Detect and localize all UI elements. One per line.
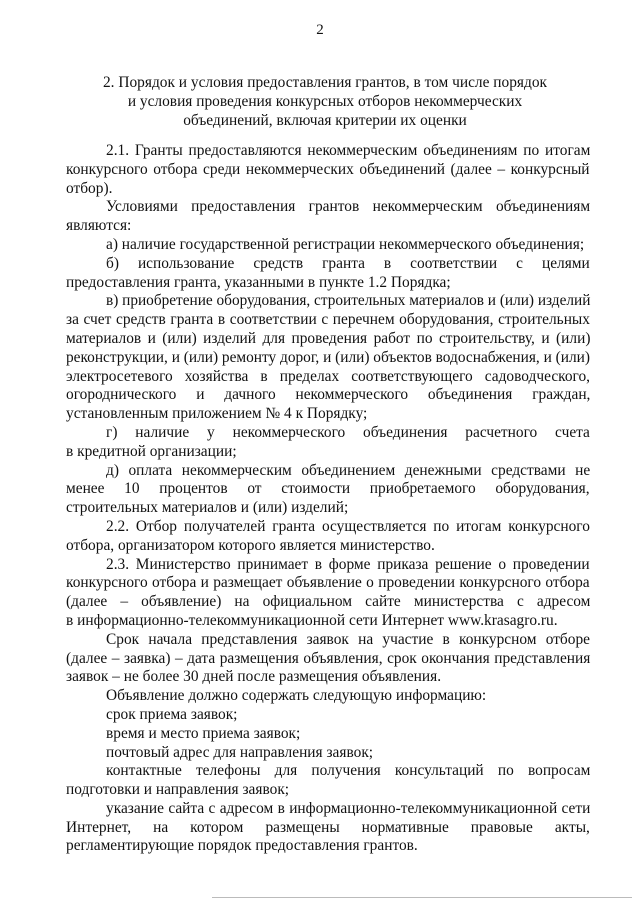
text-line: в кредитной организации; xyxy=(66,442,237,460)
text-line: 2.2. Отбор получателей гранта осуществляется по итогам конкурсного xyxy=(106,517,590,535)
text-line-content: 2.1. Гранты предоставляются некоммерческим объединениям по итогам xyxy=(106,142,591,159)
text-line: за счет средств гранта в соответствии с перечнем оборудования, строительных xyxy=(66,311,590,329)
text-line: отбора, организатором которого является министерство. xyxy=(66,536,435,554)
text-line: конкурсного отбора и размещает объявление о проведении конкурсного отбора xyxy=(66,574,590,592)
text-line: (далее – объявление) на официальном сайте министерства с адресом xyxy=(66,593,591,611)
document-body xyxy=(66,142,590,856)
heading-line: 2. Порядок и условия предоставления грантов, в том числе порядок xyxy=(102,74,548,91)
text-line: в) приобретение оборудования, строительных материалов и (или) изделий xyxy=(106,292,591,310)
list-item xyxy=(66,744,590,763)
section-heading xyxy=(80,73,570,130)
paragraph-announcement xyxy=(66,687,590,706)
text-line: заявок – не более 30 дней после размещения объявления. xyxy=(66,668,442,686)
text-line: указание сайта с адресом в информационно-телекоммуникационной сети xyxy=(106,799,591,817)
paragraph-d xyxy=(66,462,590,518)
paragraph-deadline xyxy=(66,631,590,687)
text-line: Условиями предоставления грантов некоммерческим объединениям xyxy=(106,198,591,216)
text-line: реконструкции, и (или) ремонту дорог, и (или) объектов водоснабжения, и (или) xyxy=(66,348,590,366)
paragraph-conditions xyxy=(66,198,590,236)
text-line: являются: xyxy=(66,217,132,235)
paragraph-a xyxy=(66,236,590,255)
text-line: контактные телефоны для получения консультаций по вопросам xyxy=(106,762,591,780)
paragraph-2-3 xyxy=(66,556,590,631)
heading-line: и условия проведения конкурсных отборов некоммерческих xyxy=(127,93,523,110)
text-line xyxy=(66,142,590,161)
text-line: менее 10 процентов от стоимости приобретаемого оборудования, xyxy=(66,480,590,498)
text-line: д) оплата некоммерческим объединением денежными средствами не xyxy=(106,461,591,479)
text-line: время и место приема заявок; xyxy=(106,724,301,742)
page-number: 2 xyxy=(316,22,324,38)
paragraph-2-2 xyxy=(66,518,590,556)
list-item xyxy=(66,725,590,744)
list-item xyxy=(66,706,590,725)
text-line: строительных материалов и (или) изделий; xyxy=(66,499,349,517)
text-line: г) наличие у некоммерческого объединения расчетного счета xyxy=(106,423,590,441)
text-line: предоставления гранта, указанными в пункте 1.2 Порядка; xyxy=(66,273,451,291)
heading-line: объединений, включая критерии их оценки xyxy=(183,112,467,129)
text-line: Интернет, на котором размещены нормативные правовые акты, xyxy=(66,818,590,836)
text-line: конкурсного отбора среди некоммерческих объединений (далее – конкурсный xyxy=(66,160,590,178)
text-line: Срок начала представления заявок на участие в конкурсном отборе xyxy=(106,630,590,648)
paragraph-v xyxy=(66,292,590,424)
text-line: а) наличие государственной регистрации некоммерческого объединения; xyxy=(106,235,585,253)
text-line: материалов и (или) изделий для проведения работ по строительству, и (или) xyxy=(66,329,591,347)
text-line: подготовки и направления заявок; xyxy=(66,781,290,799)
text-line: Объявление должно содержать следующую информацию: xyxy=(106,687,487,705)
paragraph-b xyxy=(66,255,590,293)
text-line: 2.3. Министерство принимает в форме приказа решение о проведении xyxy=(106,555,590,573)
text-line: почтовый адрес для направления заявок; xyxy=(106,743,374,761)
paragraph-g xyxy=(66,424,590,462)
text-line: регламентирующие порядок предоставления грантов. xyxy=(66,837,418,855)
text-line: в информационно-телекоммуникационной сети Интернет www.krasagro.ru. xyxy=(66,611,558,629)
bottom-divider xyxy=(212,897,632,898)
text-line: электросетевого хозяйства в пределах соответствующего садоводческого, xyxy=(66,367,591,385)
list-item xyxy=(66,800,590,856)
list-item xyxy=(66,762,590,800)
text-line: установленным приложением № 4 к Порядку; xyxy=(66,405,368,423)
text-line: (далее – заявка) – дата размещения объявления, срок окончания представления xyxy=(66,649,591,667)
text-line: отбор). xyxy=(66,179,113,197)
text-line: б) использование средств гранта в соответствии с целями xyxy=(106,254,590,272)
text-line: огороднического и дачного некоммерческого объединения граждан, xyxy=(66,386,591,404)
text-line: срок приема заявок; xyxy=(106,705,238,723)
paragraph-2-1 xyxy=(66,142,590,198)
